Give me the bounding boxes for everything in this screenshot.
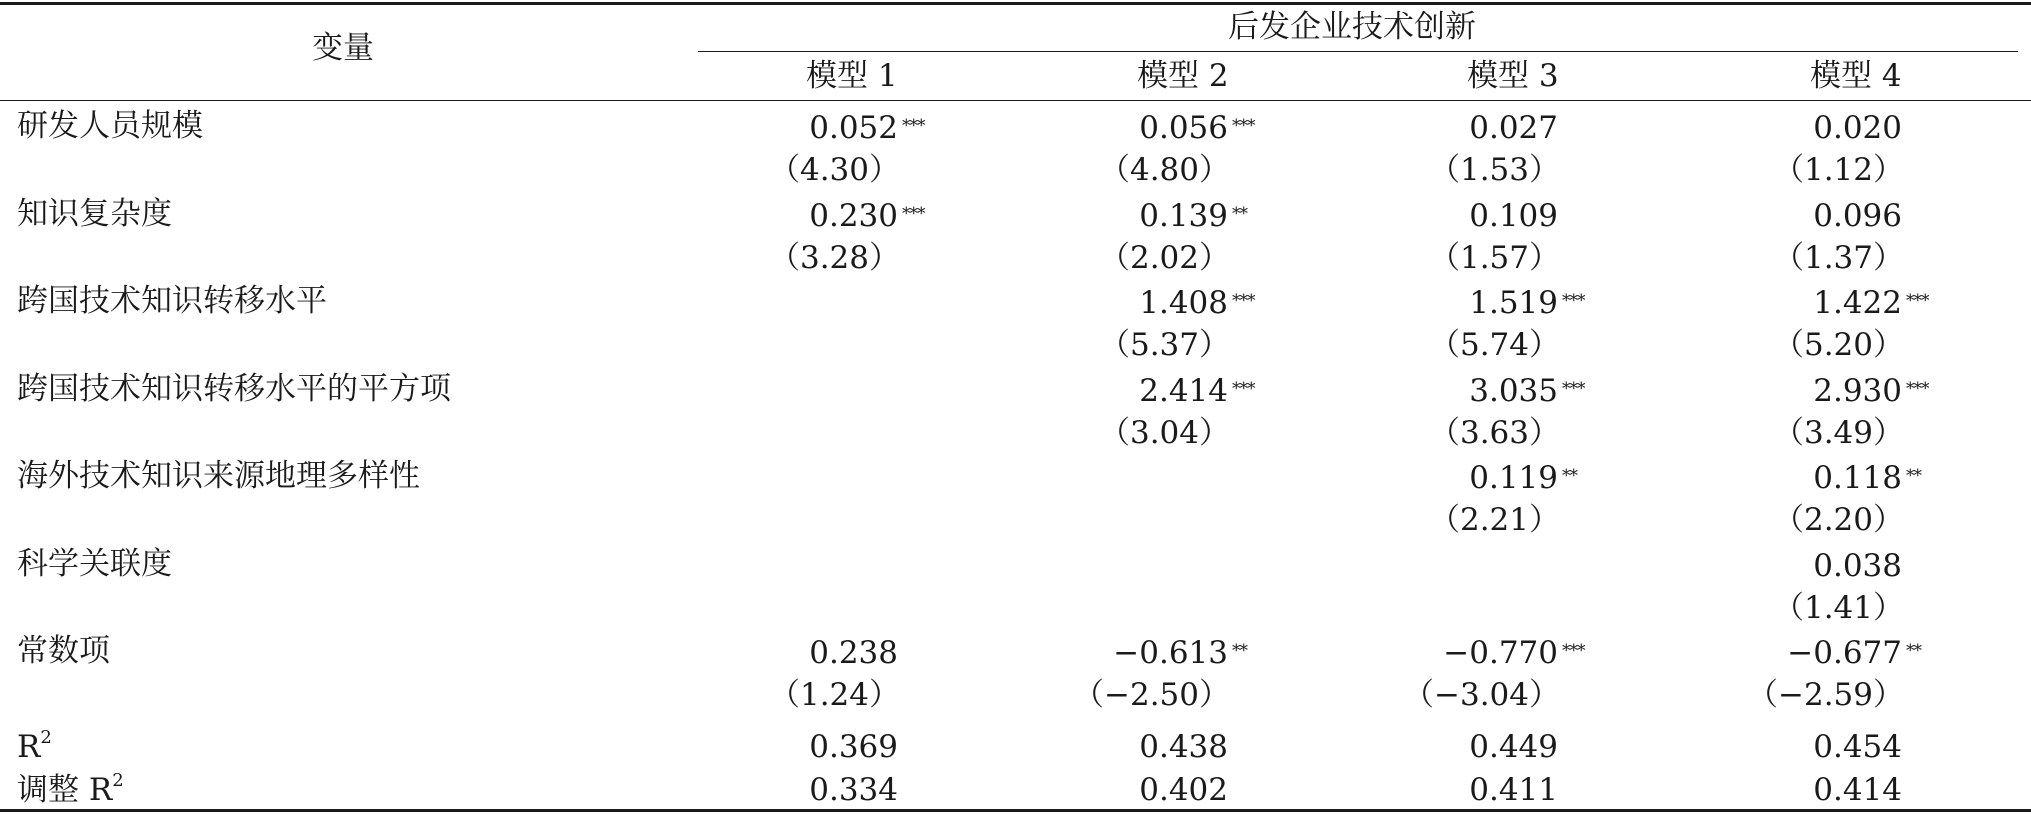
- t-value: （3.28）: [768, 240, 900, 276]
- model-3-header: 模型 3: [1467, 58, 1559, 94]
- header-bottom-rule: [0, 100, 2031, 101]
- significance-stars: ***: [1232, 379, 1255, 399]
- coef-value: 1.408 ***: [1139, 285, 1255, 321]
- t-value: （5.20）: [1772, 327, 1904, 363]
- coef-cell: [1443, 635, 1585, 671]
- coef-value: 0.230 ***: [809, 198, 925, 234]
- coef-value: −0.770 ***: [1443, 635, 1585, 671]
- stat-value: 0.402: [1139, 772, 1228, 808]
- t-value: （2.02）: [1098, 240, 1230, 276]
- coef-cell: [1139, 198, 1247, 234]
- model-4-header: 模型 4: [1810, 58, 1902, 94]
- coef-value: 3.035 ***: [1469, 373, 1585, 409]
- bottom-rule: [0, 809, 2031, 812]
- model-2-header: 模型 2: [1137, 58, 1229, 94]
- coef-cell: [1139, 373, 1255, 409]
- stat-value: 0.449: [1469, 729, 1558, 765]
- row-label: 海外技术知识来源地理多样性: [17, 458, 420, 494]
- significance-stars: ***: [1232, 116, 1255, 136]
- coef-cell: [1787, 635, 1921, 671]
- coef-value: 0.038: [1813, 548, 1902, 584]
- significance-stars: **: [1232, 204, 1247, 224]
- significance-stars: ***: [1906, 291, 1929, 311]
- coef-cell: [809, 198, 925, 234]
- significance-stars: **: [1906, 641, 1921, 661]
- row-label: 研发人员规模: [17, 108, 203, 144]
- coef-value: 2.930 ***: [1813, 373, 1929, 409]
- coef-cell: [1113, 635, 1247, 671]
- stat-value: 0.438: [1139, 729, 1228, 765]
- t-value: （4.30）: [768, 152, 900, 188]
- t-value: （1.37）: [1772, 240, 1904, 276]
- group-underline: [698, 51, 2018, 52]
- significance-stars: ***: [1906, 379, 1929, 399]
- significance-stars: ***: [1562, 291, 1585, 311]
- coef-cell: [1469, 373, 1585, 409]
- coef-cell: [1139, 285, 1255, 321]
- stat-label: [17, 772, 124, 808]
- model-1-header: 模型 1: [806, 58, 898, 94]
- coef-value: 0.119 **: [1469, 460, 1577, 496]
- coef-cell: [1469, 285, 1585, 321]
- row-label: 跨国技术知识转移水平: [17, 283, 327, 319]
- variable-header: 变量: [312, 30, 374, 66]
- t-value: （−2.50）: [1073, 677, 1230, 713]
- t-value: （1.57）: [1428, 240, 1560, 276]
- coef-value: 1.422 ***: [1813, 285, 1929, 321]
- coef-value: −0.613 **: [1113, 635, 1247, 671]
- coef-value: 1.519 ***: [1469, 285, 1585, 321]
- coef-cell: [1813, 110, 1902, 146]
- coef-value: 0.027: [1469, 110, 1558, 146]
- row-label: 常数项: [17, 633, 110, 669]
- t-value: （3.49）: [1772, 415, 1904, 451]
- coef-value: 0.052 ***: [809, 110, 925, 146]
- significance-stars: **: [1232, 641, 1247, 661]
- coef-cell: [1139, 110, 1255, 146]
- coef-cell: [809, 110, 925, 146]
- stat-label: [17, 729, 52, 765]
- coef-value: 0.109: [1469, 198, 1558, 234]
- coef-cell: [1813, 548, 1902, 584]
- stat-value: 0.334: [809, 772, 898, 808]
- coef-value: 0.096: [1813, 198, 1902, 234]
- row-label: 跨国技术知识转移水平的平方项: [17, 371, 451, 407]
- stat-value: 0.411: [1469, 772, 1558, 808]
- coef-value: 0.056 ***: [1139, 110, 1255, 146]
- row-label: 科学关联度: [17, 546, 172, 582]
- t-value: （4.80）: [1098, 152, 1230, 188]
- row-label: 知识复杂度: [17, 196, 172, 232]
- coef-cell: [809, 635, 898, 671]
- coef-value: −0.677 **: [1787, 635, 1921, 671]
- significance-stars: ***: [902, 116, 925, 136]
- coef-cell: [1469, 110, 1558, 146]
- t-value: （3.63）: [1428, 415, 1560, 451]
- significance-stars: **: [1906, 466, 1921, 486]
- t-value: （2.21）: [1428, 502, 1560, 538]
- stat-value: 0.369: [809, 729, 898, 765]
- coef-cell: [1813, 198, 1902, 234]
- t-value: （2.20）: [1772, 502, 1904, 538]
- coef-cell: [1813, 285, 1929, 321]
- coef-value: 2.414 ***: [1139, 373, 1255, 409]
- t-value: （1.24）: [768, 677, 900, 713]
- significance-stars: ***: [1562, 379, 1585, 399]
- top-rule: [0, 2, 2031, 5]
- coef-cell: [1469, 460, 1577, 496]
- significance-stars: ***: [902, 204, 925, 224]
- significance-stars: **: [1562, 466, 1577, 486]
- coef-value: 0.118 **: [1813, 460, 1921, 496]
- group-header: 后发企业技术创新: [1228, 9, 1476, 45]
- stat-label-text: R: [17, 729, 41, 765]
- coef-cell: [1813, 460, 1921, 496]
- stat-value: 0.414: [1813, 772, 1902, 808]
- t-value: （1.41）: [1772, 590, 1904, 626]
- t-value: （3.04）: [1098, 415, 1230, 451]
- t-value: （−2.59）: [1747, 677, 1904, 713]
- coef-cell: [1813, 373, 1929, 409]
- stat-value: 0.454: [1813, 729, 1902, 765]
- stat-label-superscript: 2: [40, 727, 52, 748]
- t-value: （5.74）: [1428, 327, 1560, 363]
- t-value: （5.37）: [1098, 327, 1230, 363]
- coef-value: 0.020: [1813, 110, 1902, 146]
- coef-value: 0.139 **: [1139, 198, 1247, 234]
- significance-stars: ***: [1232, 291, 1255, 311]
- t-value: （1.12）: [1772, 152, 1904, 188]
- stat-label-superscript: 2: [112, 770, 124, 791]
- t-value: （1.53）: [1428, 152, 1560, 188]
- stat-label-text: 调整 R: [17, 772, 113, 808]
- coef-value: 0.238: [809, 635, 898, 671]
- significance-stars: ***: [1562, 641, 1585, 661]
- coef-cell: [1469, 198, 1558, 234]
- t-value: （−3.04）: [1403, 677, 1560, 713]
